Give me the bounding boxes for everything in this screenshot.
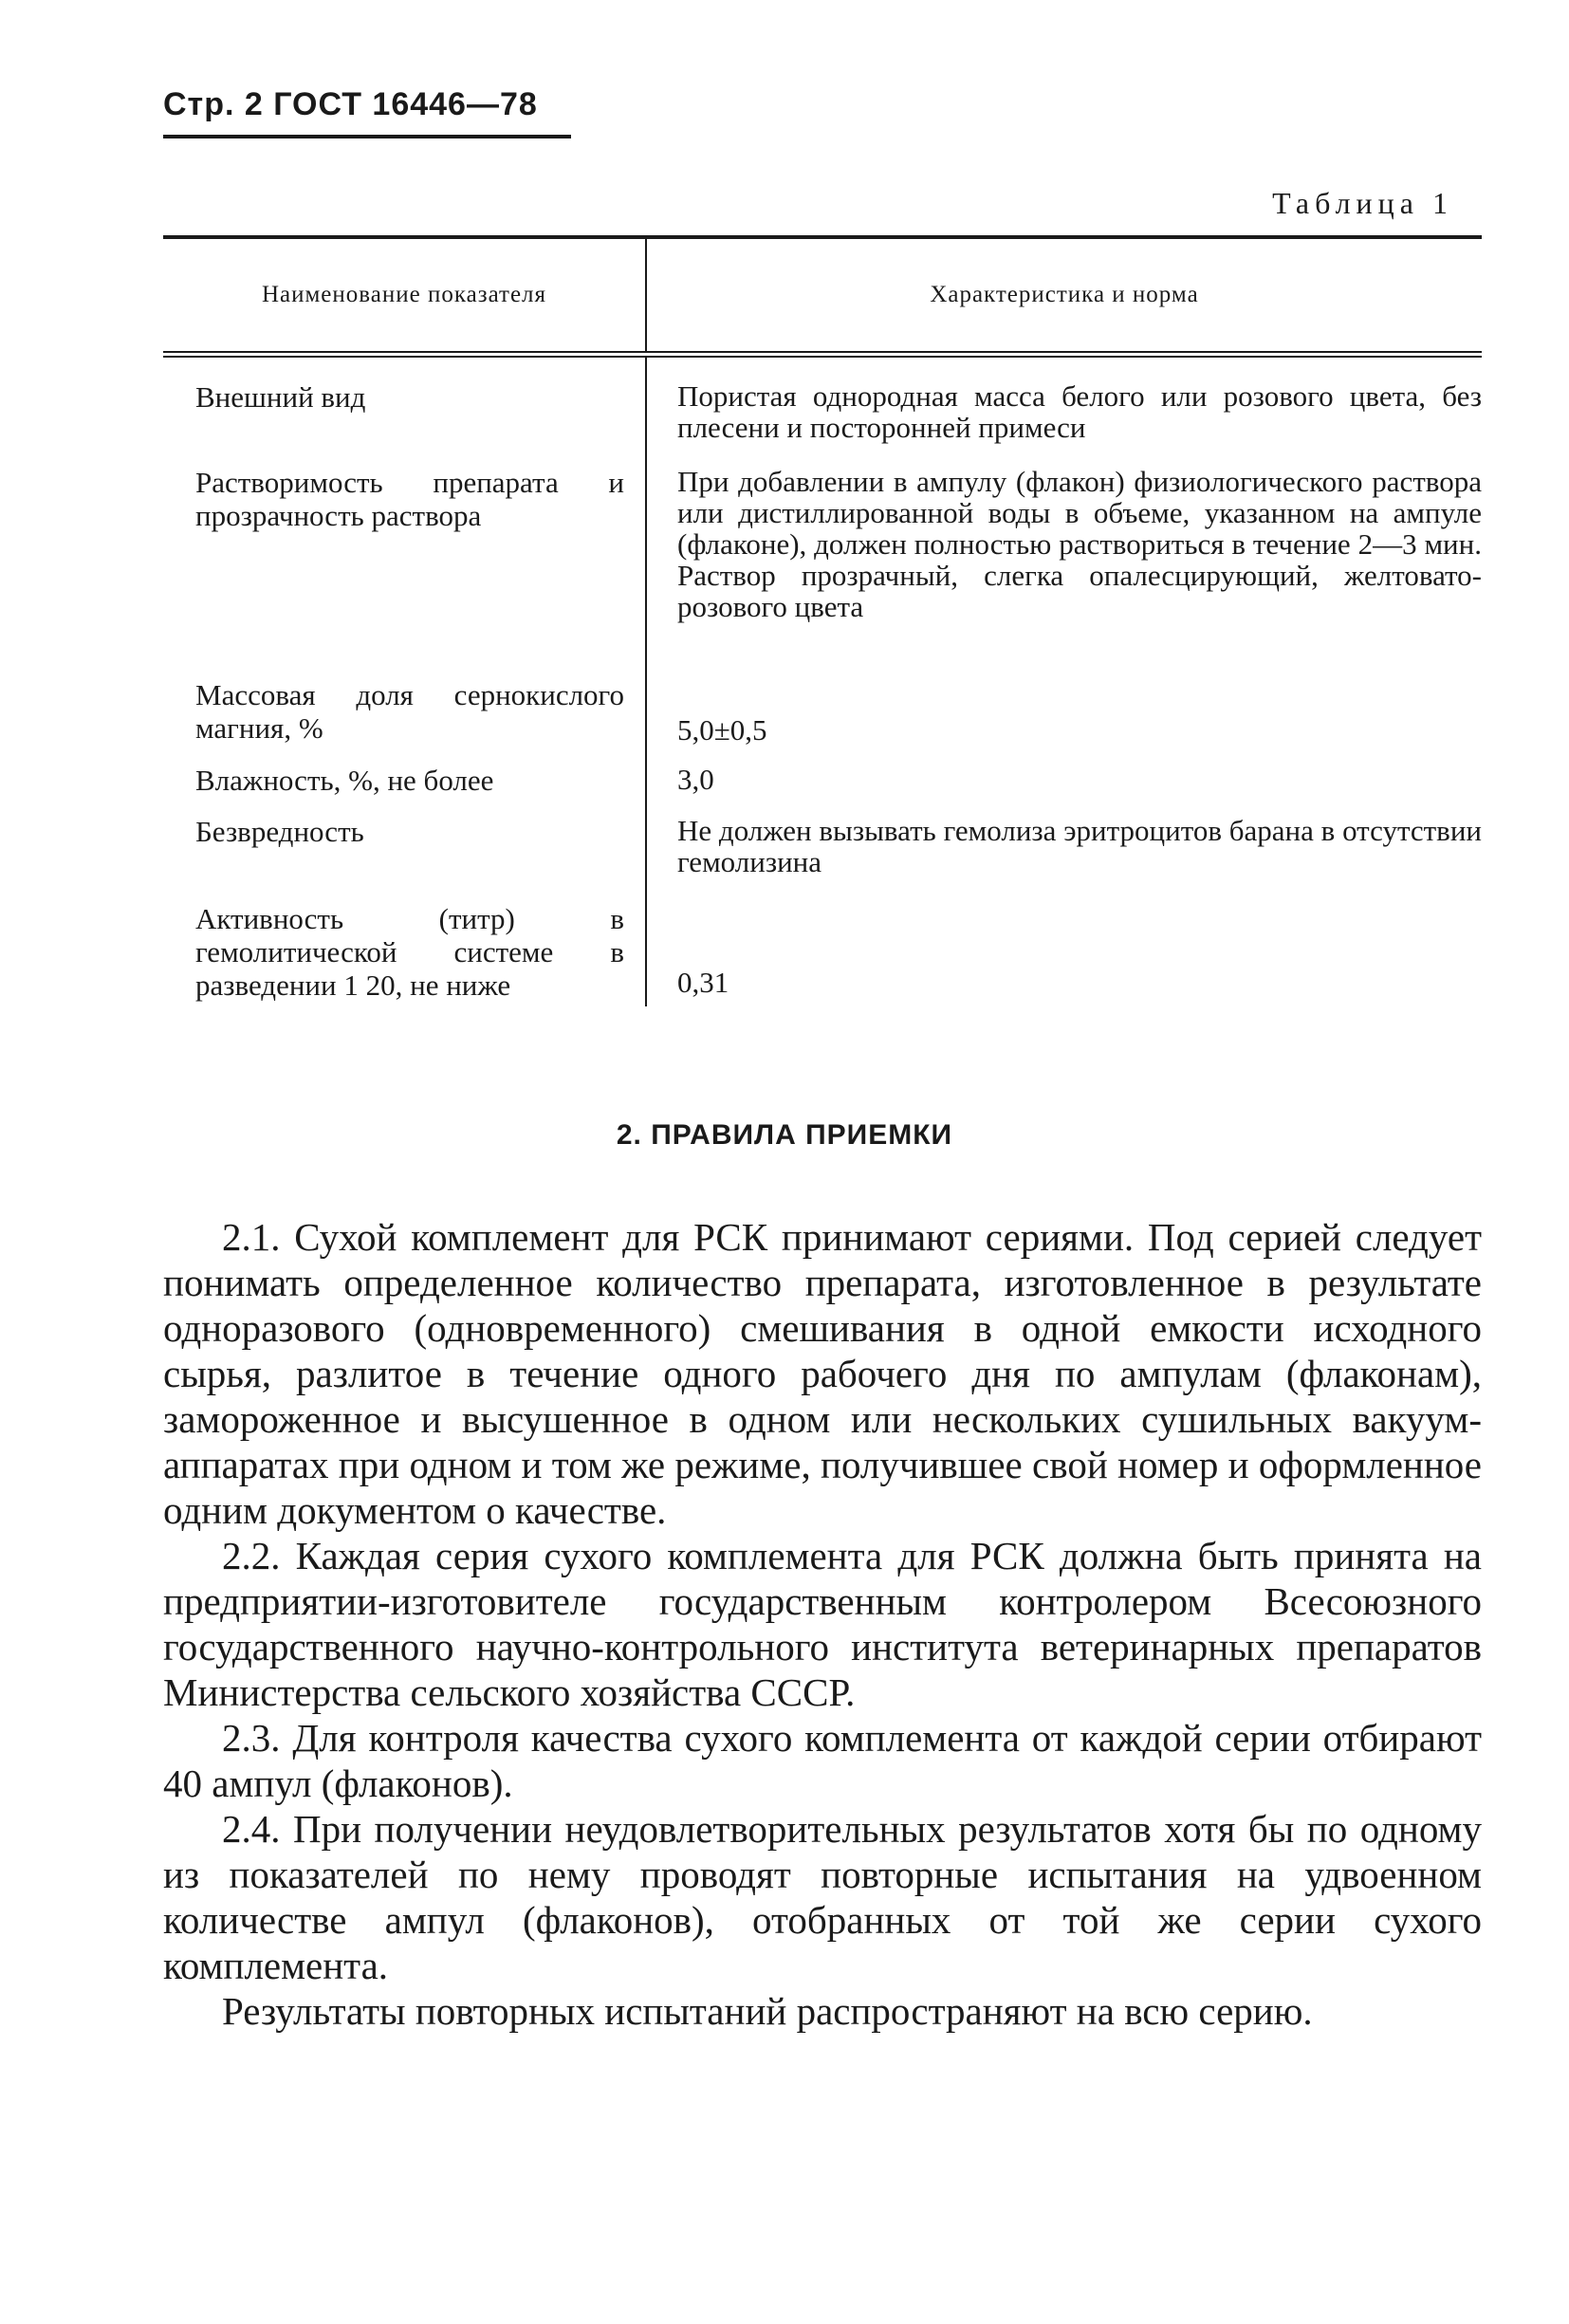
table-header-rule [163,351,1482,358]
table-header [163,239,1482,351]
page-header-title: Стр. 2 ГОСТ 16446—78 [163,86,538,122]
row-value-activity: 0,31 [677,966,729,999]
paragraph-retest-results: Результаты повторных испытаний распространяют на всю серию. [222,1989,1313,2033]
row-name-appearance: Внешний вид [195,380,366,414]
row-name-moisture: Влажность, %, не более [195,764,494,797]
table-caption: Таблица 1 [1272,186,1453,220]
paragraph-2-1: 2.1. Сухой комплемент для РСК принимают сериями. Под серией следует понимать определенное количество препарата, изготовленное в результате одноразового (одновременного) смешивания в одной емкости исходного сырья, разлитое в течение одного рабочего дня по ампулам (флаконам), замороженное и высушенное в одном или нескольких сушильных вакуум-аппаратах при одном и том же режиме, получившее свой номер и оформленное одним документом о качестве. [163,1215,1482,1532]
row-value-harmlessness: Не должен вызывать гемолиза эритроцитов барана в отсутствии гемолизина [677,814,1482,878]
section-body [163,1214,1482,2034]
column-header-name: Наименование показателя [261,282,547,307]
row-value-solubility: При добавлении в ампулу (флакон) физиологического раствора или дистиллированной воды в объеме, указанном на ампуле (флаконе), должен полностью раствориться в течение 2—3 мин. Раствор прозрачный, слегка опалесцирующий, желтовато-розового цвета [677,465,1482,623]
column-header-value: Характеристика и норма [645,239,1482,351]
row-name-solubility: Растворимость препарата и прозрачность раствора [195,466,624,532]
table-body [163,358,1482,1006]
row-name-magnesium-sulfate: Массовая доля сернокислого магния, % [195,678,624,745]
row-value-appearance: Пористая однородная масса белого или розового цвета, без плесени и посторонней примеси [677,379,1482,444]
paragraph-2-2: 2.2. Каждая серия сухого комплемента для РСК должна быть принята на предприятии-изготовителе государственным контролером Всесоюзного государственного научно-контрольного института ветеринарных препаратов Министерства сельского хозяйства СССР. [163,1534,1482,1714]
page-header [163,83,571,138]
row-name-harmlessness: Безвредность [195,815,364,848]
row-name-activity: Активность (титр) в гемолитической системе в разведении 1 20, не ниже [195,902,624,1002]
header-rule [163,135,571,138]
name-column [163,358,645,1006]
paragraph-2-3: 2.3. Для контроля качества сухого комплемента от каждой серии отбирают 40 ампул (флаконов). [163,1716,1482,1805]
section-title: 2. ПРАВИЛА ПРИЕМКИ [616,1119,953,1151]
spec-table [163,235,1482,1006]
paragraph-2-4: 2.4. При получении неудовлетворительных результатов хотя бы по одному из показателей по нему проводят повторные испытания на удвоенном количестве ампул (флаконов), отобранных от той же серии сухого комплемента. [163,1807,1482,1987]
value-column [645,358,1482,1006]
row-value-moisture: 3,0 [677,763,714,796]
row-value-magnesium-sulfate: 5,0±0,5 [677,713,767,747]
